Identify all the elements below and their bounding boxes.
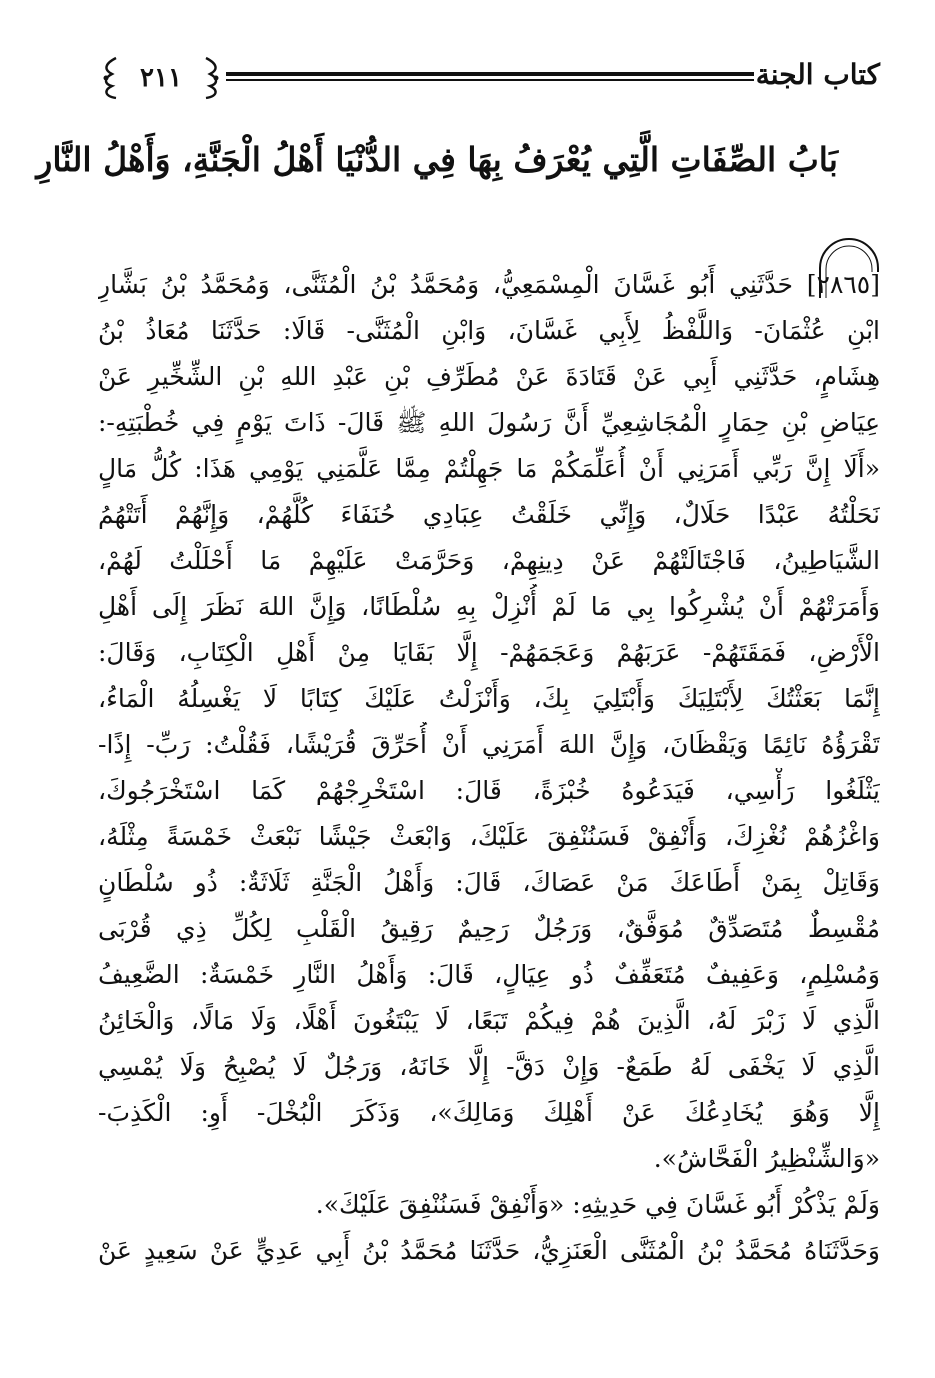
ornament-left-icon [100, 56, 118, 100]
text-line: [٢٨٦٥] حَدَّثَنِي أَبُو غَسَّانَ الْمِسْمَعِيُّ، وَمُحَمَّدُ بْنُ الْمُثَنَّى، وَمُحَمَّدُ بْنُ بَشَّارِ [98, 270, 880, 299]
header-rule [226, 72, 754, 82]
text-line: وَاغْزُهُمْ نُغْزِكَ، وَأَنْفِقْ فَسَنُنْفِقَ عَلَيْكَ، وَابْعَثْ جَيْشًا نَبْعَثْ خَمْسَةً مِثْلَهُ، [98, 822, 880, 851]
text-line: ابْنِ عُثْمَانَ- وَاللَّفْظُ لِأَبِي غَسَّانَ، وَابْنِ الْمُثَنَّى- قَالَا: حَدَّثَنَا مُعَاذُ بْنُ [98, 316, 880, 345]
text-line: وَأَمَرَتْهُمْ أَنْ يُشْرِكُوا بِي مَا لَمْ أُنْزِلْ بِهِ سُلْطَانًا، وَإِنَّ اللهَ نَظَرَ إِلَى أَهْلِ [98, 592, 880, 621]
text-line: وَمُسْلِمٍ، وَعَفِيفٌ مُتَعَفِّفٌ ذُو عِيَالٍ، قَالَ: وَأَهْلُ النَّارِ خَمْسَةٌ: الضَّعِيفُ [98, 960, 880, 989]
text-line: الْأَرْضِ، فَمَقَتَهُمْ- عَرَبَهُمْ وَعَجَمَهُمْ- إِلَّا بَقَايَا مِنْ أَهْلِ الْكِتَابِ، وَقَالَ: [98, 638, 880, 667]
text-line: تَقْرَؤُهُ نَائِمًا وَيَقْظَانَ، وَإِنَّ اللهَ أَمَرَنِي أَنْ أُحَرِّقَ قُرَيْشًا، فَقُلْتُ: رَبِّ- إِذًا- [98, 730, 880, 759]
text-line: هِشَامٍ، حَدَّثَنِي أَبِي عَنْ قَتَادَةَ عَنْ مُطَرِّفِ بْنِ عَبْدِ اللهِ بْنِ الشِّخِّيرِ عَنْ [98, 362, 880, 391]
text-line: الَّذِي لَا يَخْفَى لَهُ طَمَعٌ- وَإِنْ دَقَّ- إِلَّا خَانَهُ، وَرَجُلٌ لَا يُصْبِحُ وَلَا يُمْسِي [98, 1052, 880, 1081]
text-line: الَّذِي لَا زَبْرَ لَهُ، الَّذِينَ هُمْ فِيكُمْ تَبَعًا، لَا يَبْتَغُونَ أَهْلًا، وَلَا مَالًا، وَالْخَائِنُ [98, 1006, 880, 1035]
body-text [98, 262, 880, 1274]
text-line: مُقْسِطٌ مُتَصَدِّقٌ مُوَفَّقٌ، وَرَجُلٌ رَحِيمٌ رَقِيقُ الْقَلْبِ لِكُلِّ ذِي قُرْبَى [98, 914, 880, 943]
text-line: وَحَدَّثَنَاهُ مُحَمَّدُ بْنُ الْمُثَنَّى الْعَنَزِيُّ، حَدَّثَنَا مُحَمَّدُ بْنُ أَبِي عَدِيٍّ عَنْ سَعِيدٍ عَنْ [98, 1236, 880, 1265]
text-line: يَثْلَغُوا رَأْسِي، فَيَدَعُوهُ خُبْزَةً، قَالَ: اسْتَخْرِجْهُمْ كَمَا اسْتَخْرَجُوكَ، [98, 776, 880, 805]
text-line: إِلَّا وَهُوَ يُخَادِعُكَ عَنْ أَهْلِكَ وَمَالِكَ»، وَذَكَرَ الْبُخْلَ- أَوِ: الْكَذِبَ- [98, 1098, 880, 1127]
text-line: «وَالشِّنْظِيرُ الْفَحَّاشُ». [653, 1144, 880, 1173]
text-line: نَحَلْتُهُ عَبْدًا حَلَالٌ، وَإِنِّي خَلَقْتُ عِبَادِي حُنَفَاءَ كُلَّهُمْ، وَإِنَّهُمْ أَتَتْهُمُ [98, 500, 880, 529]
page-header [98, 52, 880, 104]
ornament-right-icon [204, 56, 222, 100]
text-line: الشَّيَاطِينُ، فَاجْتَالَتْهُمْ عَنْ دِينِهِمْ، وَحَرَّمَتْ عَلَيْهِمْ مَا أَحْلَلْتُ لَهُمْ، [98, 546, 880, 575]
text-line: إِنَّمَا بَعَثْتُكَ لِأَبْتَلِيَكَ وَأَبْتَلِيَ بِكَ، وَأَنْزَلْتُ عَلَيْكَ كِتَابًا لَا يَغْسِلُهُ الْمَاءُ، [98, 684, 880, 713]
text-line: وَلَمْ يَذْكُرْ أَبُو غَسَّانَ فِي حَدِيثِهِ: «وَأَنْفِقْ فَسَنُنْفِقَ عَلَيْكَ». [315, 1190, 880, 1219]
text-line: عِيَاضِ بْنِ حِمَارٍ الْمُجَاشِعِيِّ أَنَّ رَسُولَ اللهِ ﷺ قَالَ- ذَاتَ يَوْمٍ فِي خُطْبَتِهِ-: [98, 408, 880, 437]
text-line: «أَلَا إِنَّ رَبِّي أَمَرَنِي أَنْ أُعَلِّمَكُمْ مَا جَهِلْتُمْ مِمَّا عَلَّمَنِي يَوْمِي هَذَا: كُلُّ مَالٍ [98, 454, 880, 483]
page-number: ٢١١ [140, 63, 182, 93]
book-title: كتاب الجنة [755, 58, 880, 91]
text-line: وَقَاتِلْ بِمَنْ أَطَاعَكَ مَنْ عَصَاكَ، قَالَ: وَأَهْلُ الْجَنَّةِ ثَلَاثَةٌ: ذُو سُلْطَانٍ [98, 868, 880, 897]
chapter-title: بَابُ الصِّفَاتِ الَّتِي يُعْرَفُ بِهَا فِي الدُّنْيَا أَهْلُ الْجَنَّةِ، وَأَهْلُ النَّارِ [36, 140, 838, 179]
